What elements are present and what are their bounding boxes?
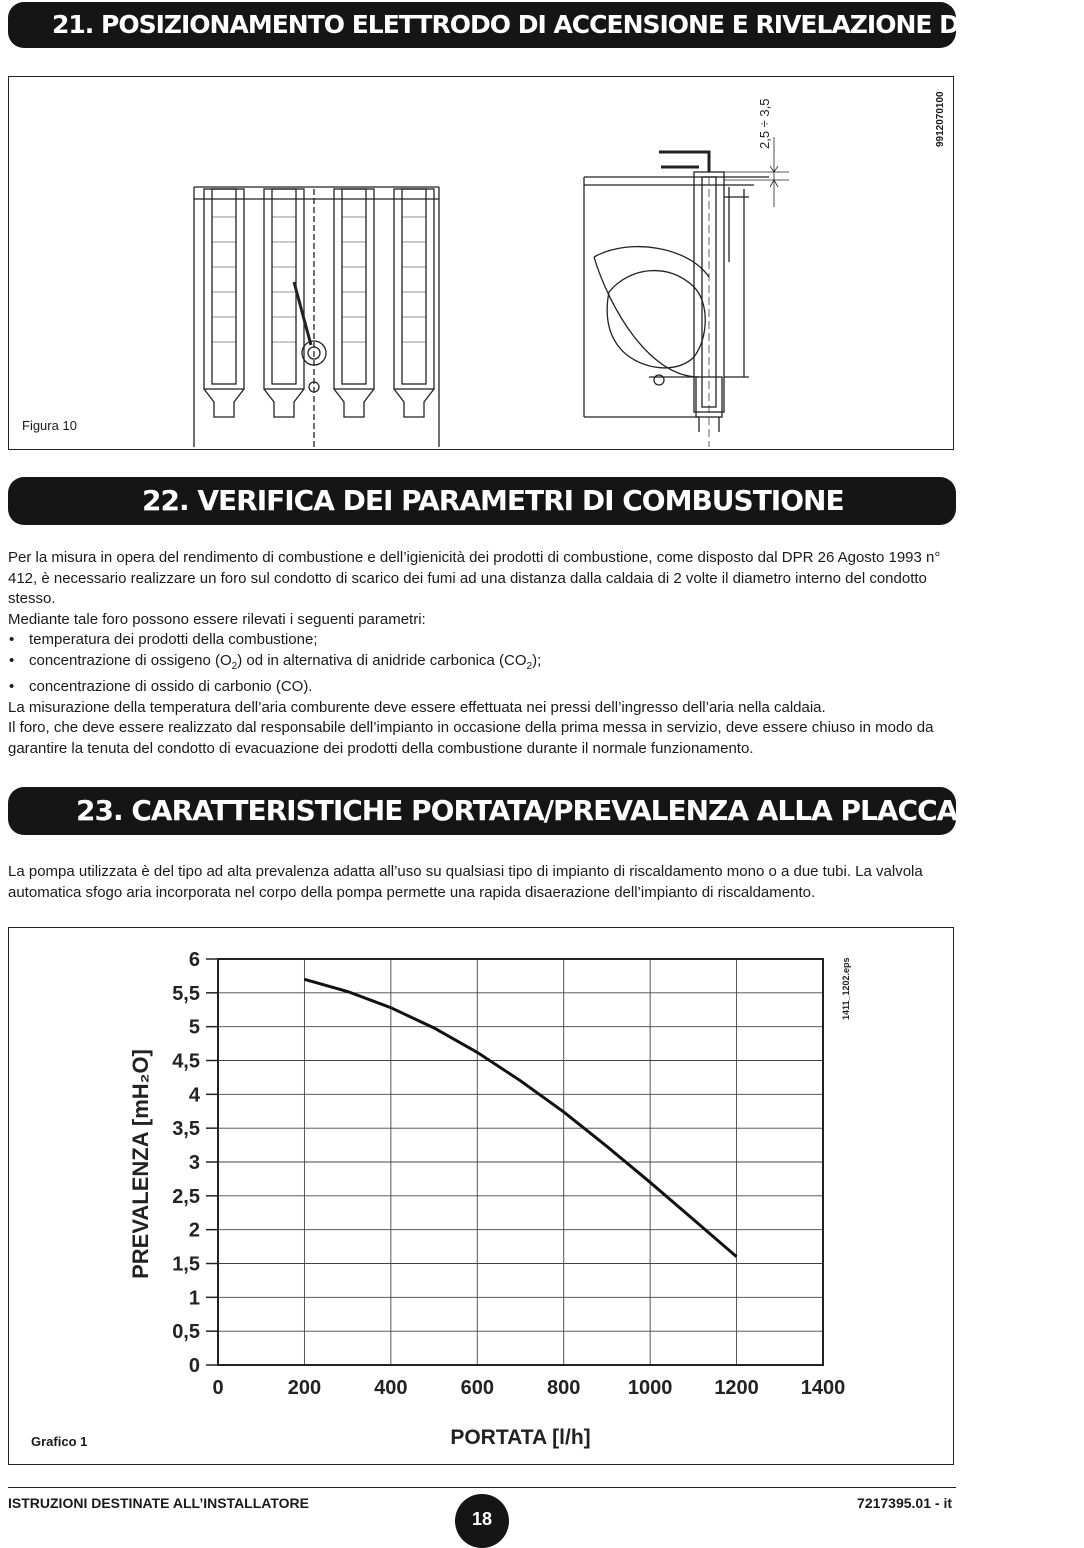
parameter-list: [8, 630, 956, 698]
series-line: [304, 979, 736, 1256]
paragraph: Per la misura in opera del rendimento di combustione e dell’igienicità dei prodotti di combustione, come disposto dal DPR 26 Agosto 1993 n° 412, è necessario realizzare un foro sul condotto di scarico dei fumi ad una distanza dalla caldaia di 2 volte il diametro interno del condotto stesso.: [8, 549, 941, 607]
x-tick-label: 1000: [627, 1377, 673, 1399]
x-tick-label: 1400: [800, 1377, 846, 1399]
y-tick-label: 6: [188, 949, 200, 971]
section-22-body: [8, 548, 956, 759]
chart-code: 1411_1202.eps: [841, 957, 851, 1020]
y-tick-label: 5: [188, 1016, 200, 1039]
y-tick-label: 0: [188, 1355, 200, 1377]
section-23-header: 23. CARATTERISTICHE PORTATA/PREVALENZA ALLA PLACCA: [8, 787, 956, 835]
list-item: • temperatura dei prodotti della combustione;: [8, 630, 956, 651]
figure-10-box: [8, 76, 954, 450]
chart-box: [8, 927, 954, 1465]
text-part: concentrazione di ossigeno (O: [29, 651, 232, 669]
subscript: 2: [231, 660, 238, 672]
chart-caption: Grafico 1: [31, 1434, 88, 1449]
y-tick-label: 4,5: [172, 1050, 200, 1073]
figure-caption: Figura 10: [22, 418, 77, 433]
x-tick-label: 800: [547, 1377, 581, 1399]
section-22-header: 22. VERIFICA DEI PARAMETRI DI COMBUSTIONE: [8, 477, 956, 525]
figure-code: 9912070100: [935, 91, 946, 147]
x-tick-label: 400: [374, 1377, 408, 1399]
section-23-body: [8, 862, 956, 903]
y-tick-label: 3,5: [172, 1118, 200, 1141]
footer-left: ISTRUZIONI DESTINATE ALL’INSTALLATORE: [8, 1495, 309, 1511]
footer-right: 7217395.01 - it: [857, 1495, 952, 1511]
y-tick-label: 0,5: [172, 1321, 200, 1344]
y-tick-label: 2: [188, 1219, 200, 1242]
y-tick-label: 3: [188, 1152, 200, 1174]
x-tick-label: 600: [460, 1377, 494, 1399]
dimension-label: 2,5 ÷ 3,5: [757, 98, 772, 149]
page-number: 18: [455, 1494, 509, 1548]
y-tick-label: 4: [188, 1084, 200, 1107]
subscript: 2: [526, 660, 533, 672]
y-tick-label: 1,5: [172, 1253, 200, 1276]
section-21-header: 21. POSIZIONAMENTO ELETTRODO DI ACCENSIONE E RIVELAZIONE DI FIAMMA: [8, 2, 956, 48]
paragraph: La pompa utilizzata è del tipo ad alta prevalenza adatta all’uso su qualsiasi tipo di impianto di riscaldamento mono o a due tubi. La valvola automatica sfogo aria incorporata nel corpo della pompa permette una rapida disaerazione dell’impianto di riscaldamento.: [8, 863, 923, 901]
paragraph: La misurazione della temperatura dell’aria comburente deve essere effettuata nei pressi dell’ingresso dell’aria nella caldaia.: [8, 698, 826, 716]
text-part: );: [532, 651, 542, 669]
footer-divider: [8, 1487, 956, 1488]
pump-curve-chart: [9, 928, 952, 1463]
electrode-diagram: [9, 77, 952, 448]
x-tick-label: 200: [287, 1377, 322, 1399]
y-axis-label: PREVALENZA [mH₂O]: [128, 1049, 153, 1279]
x-tick-label: 0: [212, 1377, 224, 1399]
y-tick-label: 2,5: [172, 1185, 200, 1208]
paragraph: Mediante tale foro possono essere rilevati i seguenti parametri:: [8, 610, 426, 628]
y-tick-label: 5,5: [172, 982, 200, 1005]
list-item: • concentrazione di ossido di carbonio (CO).: [8, 677, 956, 698]
x-tick-label: 1200: [714, 1377, 759, 1399]
x-axis-label: PORTATA [l/h]: [450, 1426, 591, 1449]
text-part: ) od in alternativa di anidride carbonica (CO: [237, 651, 527, 669]
list-item: [8, 651, 956, 678]
y-tick-label: 1: [188, 1287, 200, 1310]
paragraph: Il foro, che deve essere realizzato dal responsabile dell’impianto in occasione della prima messa in servizio, deve essere chiuso in modo da garantire la tenuta del condotto di evacuazione dei prodotti della combustione durante il normale funzionamento.: [8, 719, 934, 757]
